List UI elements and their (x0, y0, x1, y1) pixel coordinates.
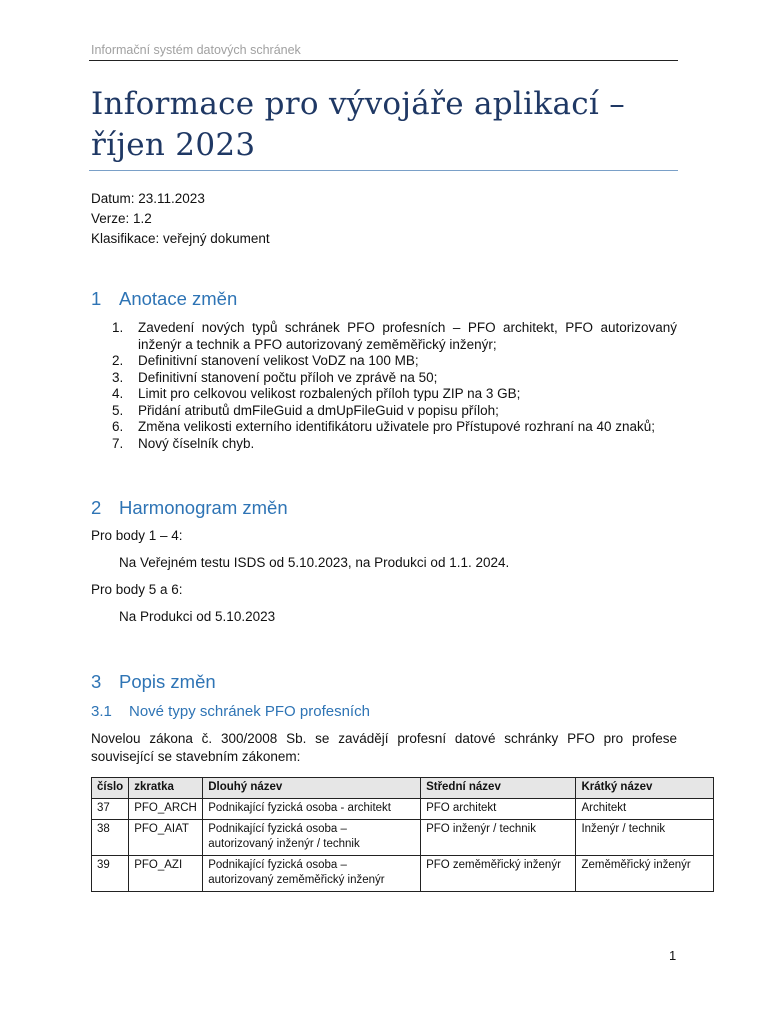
table-cell: 39 (92, 856, 129, 892)
schedule-label-a: Pro body 1 – 4: (91, 528, 183, 543)
list-number: 4. (112, 386, 124, 401)
table-cell: PFO inženýr / technik (421, 820, 576, 856)
column-header: číslo (92, 778, 129, 799)
meta-classification: Klasifikace: veřejný dokument (91, 231, 270, 246)
mailbox-types-table (91, 777, 714, 892)
section-number: 3 (91, 671, 102, 692)
table-cell: Architekt (576, 799, 714, 820)
list-number: 6. (112, 419, 124, 434)
document-meta (91, 189, 270, 249)
page-number: 1 (669, 948, 677, 963)
list-text: Definitivní stanovení velikost VoDZ na 100 MB; (138, 353, 419, 368)
list-number: 3. (112, 369, 124, 385)
list-item (91, 353, 677, 370)
table-cell: Podnikající fyzická osoba – autorizovaný zeměměřický inženýr (203, 856, 421, 892)
table-cell: Podnikající fyzická osoba - architekt (203, 799, 421, 820)
list-item (91, 436, 677, 453)
list-text: Změna velikosti externího identifikátoru uživatele pro Přístupové rozhraní na 40 znaků; (138, 419, 656, 434)
schedule-label-b: Pro body 5 a 6: (91, 582, 183, 597)
intro-paragraph: Novelou zákona č. 300/2008 Sb. se zavádějí profesní datové schránky PFO pro profese související se stavebním zákonem: (91, 731, 677, 764)
column-header: Krátký název (576, 778, 714, 799)
table-header-row (92, 778, 714, 799)
document-title: Informace pro vývojáře aplikací – říjen 2023 (91, 86, 626, 163)
list-item (91, 386, 677, 403)
list-item (91, 320, 677, 353)
section-number: 1 (91, 288, 102, 309)
table-row (92, 799, 714, 820)
section-heading-1 (91, 288, 237, 310)
section-heading-2 (91, 497, 288, 519)
section-number: 2 (91, 497, 102, 518)
schedule-text-b: Na Produkci od 5.10.2023 (119, 609, 276, 624)
table-cell: PFO_AIAT (129, 820, 203, 856)
header-divider (89, 60, 678, 61)
list-text: Zavedení nových typů schránek PFO profesních – PFO architekt, PFO autorizovaný inženýr a technik a PFO autorizovaný zeměměřický inženýr; (138, 320, 677, 352)
section-title: Popis změn (119, 671, 216, 692)
table-cell: Inženýr / technik (576, 820, 714, 856)
section-title: Anotace změn (119, 288, 238, 309)
table-cell: Zeměměřický inženýr (576, 856, 714, 892)
list-item (91, 370, 677, 387)
list-item (91, 419, 677, 436)
list-text: Přidání atributů dmFileGuid a dmUpFileGuid v popisu příloh; (138, 402, 499, 418)
section-title: Nové typy schránek PFO profesních (129, 703, 370, 720)
subsection-heading-3-1 (91, 703, 370, 720)
table-cell: PFO_ARCH (129, 799, 203, 820)
column-header: Střední název (421, 778, 576, 799)
schedule-text-a: Na Veřejném testu ISDS od 5.10.2023, na Produkci od 1.1. 2024. (119, 555, 510, 570)
title-divider (89, 170, 678, 171)
list-text: Nový číselník chyb. (138, 435, 255, 451)
table-cell: 37 (92, 799, 129, 820)
table-row (92, 820, 714, 856)
meta-version: Verze: 1.2 (91, 211, 152, 226)
running-header: Informační systém datových schránek (91, 43, 301, 57)
section-number: 3.1 (91, 703, 112, 720)
meta-date: Datum: 23.11.2023 (91, 191, 205, 206)
list-text: Definitivní stanovení počtu příloh ve zprávě na 50; (138, 369, 438, 385)
list-number: 7. (112, 435, 124, 451)
table-cell: 38 (92, 820, 129, 856)
list-number: 1. (112, 320, 124, 335)
changes-list (91, 320, 677, 452)
table-row (92, 856, 714, 892)
table-cell: PFO zeměměřický inženýr (421, 856, 576, 892)
column-header: Dlouhý název (203, 778, 421, 799)
list-number: 2. (112, 353, 124, 368)
table-cell: PFO architekt (421, 799, 576, 820)
column-header: zkratka (129, 778, 203, 799)
table-cell: Podnikající fyzická osoba – autorizovaný inženýr / technik (203, 820, 421, 856)
section-heading-3 (91, 671, 216, 693)
list-item (91, 403, 677, 420)
table-cell: PFO_AZI (129, 856, 203, 892)
list-number: 5. (112, 402, 124, 418)
list-text: Limit pro celkovou velikost rozbalených příloh typu ZIP na 3 GB; (138, 386, 521, 401)
section-title: Harmonogram změn (119, 497, 288, 518)
